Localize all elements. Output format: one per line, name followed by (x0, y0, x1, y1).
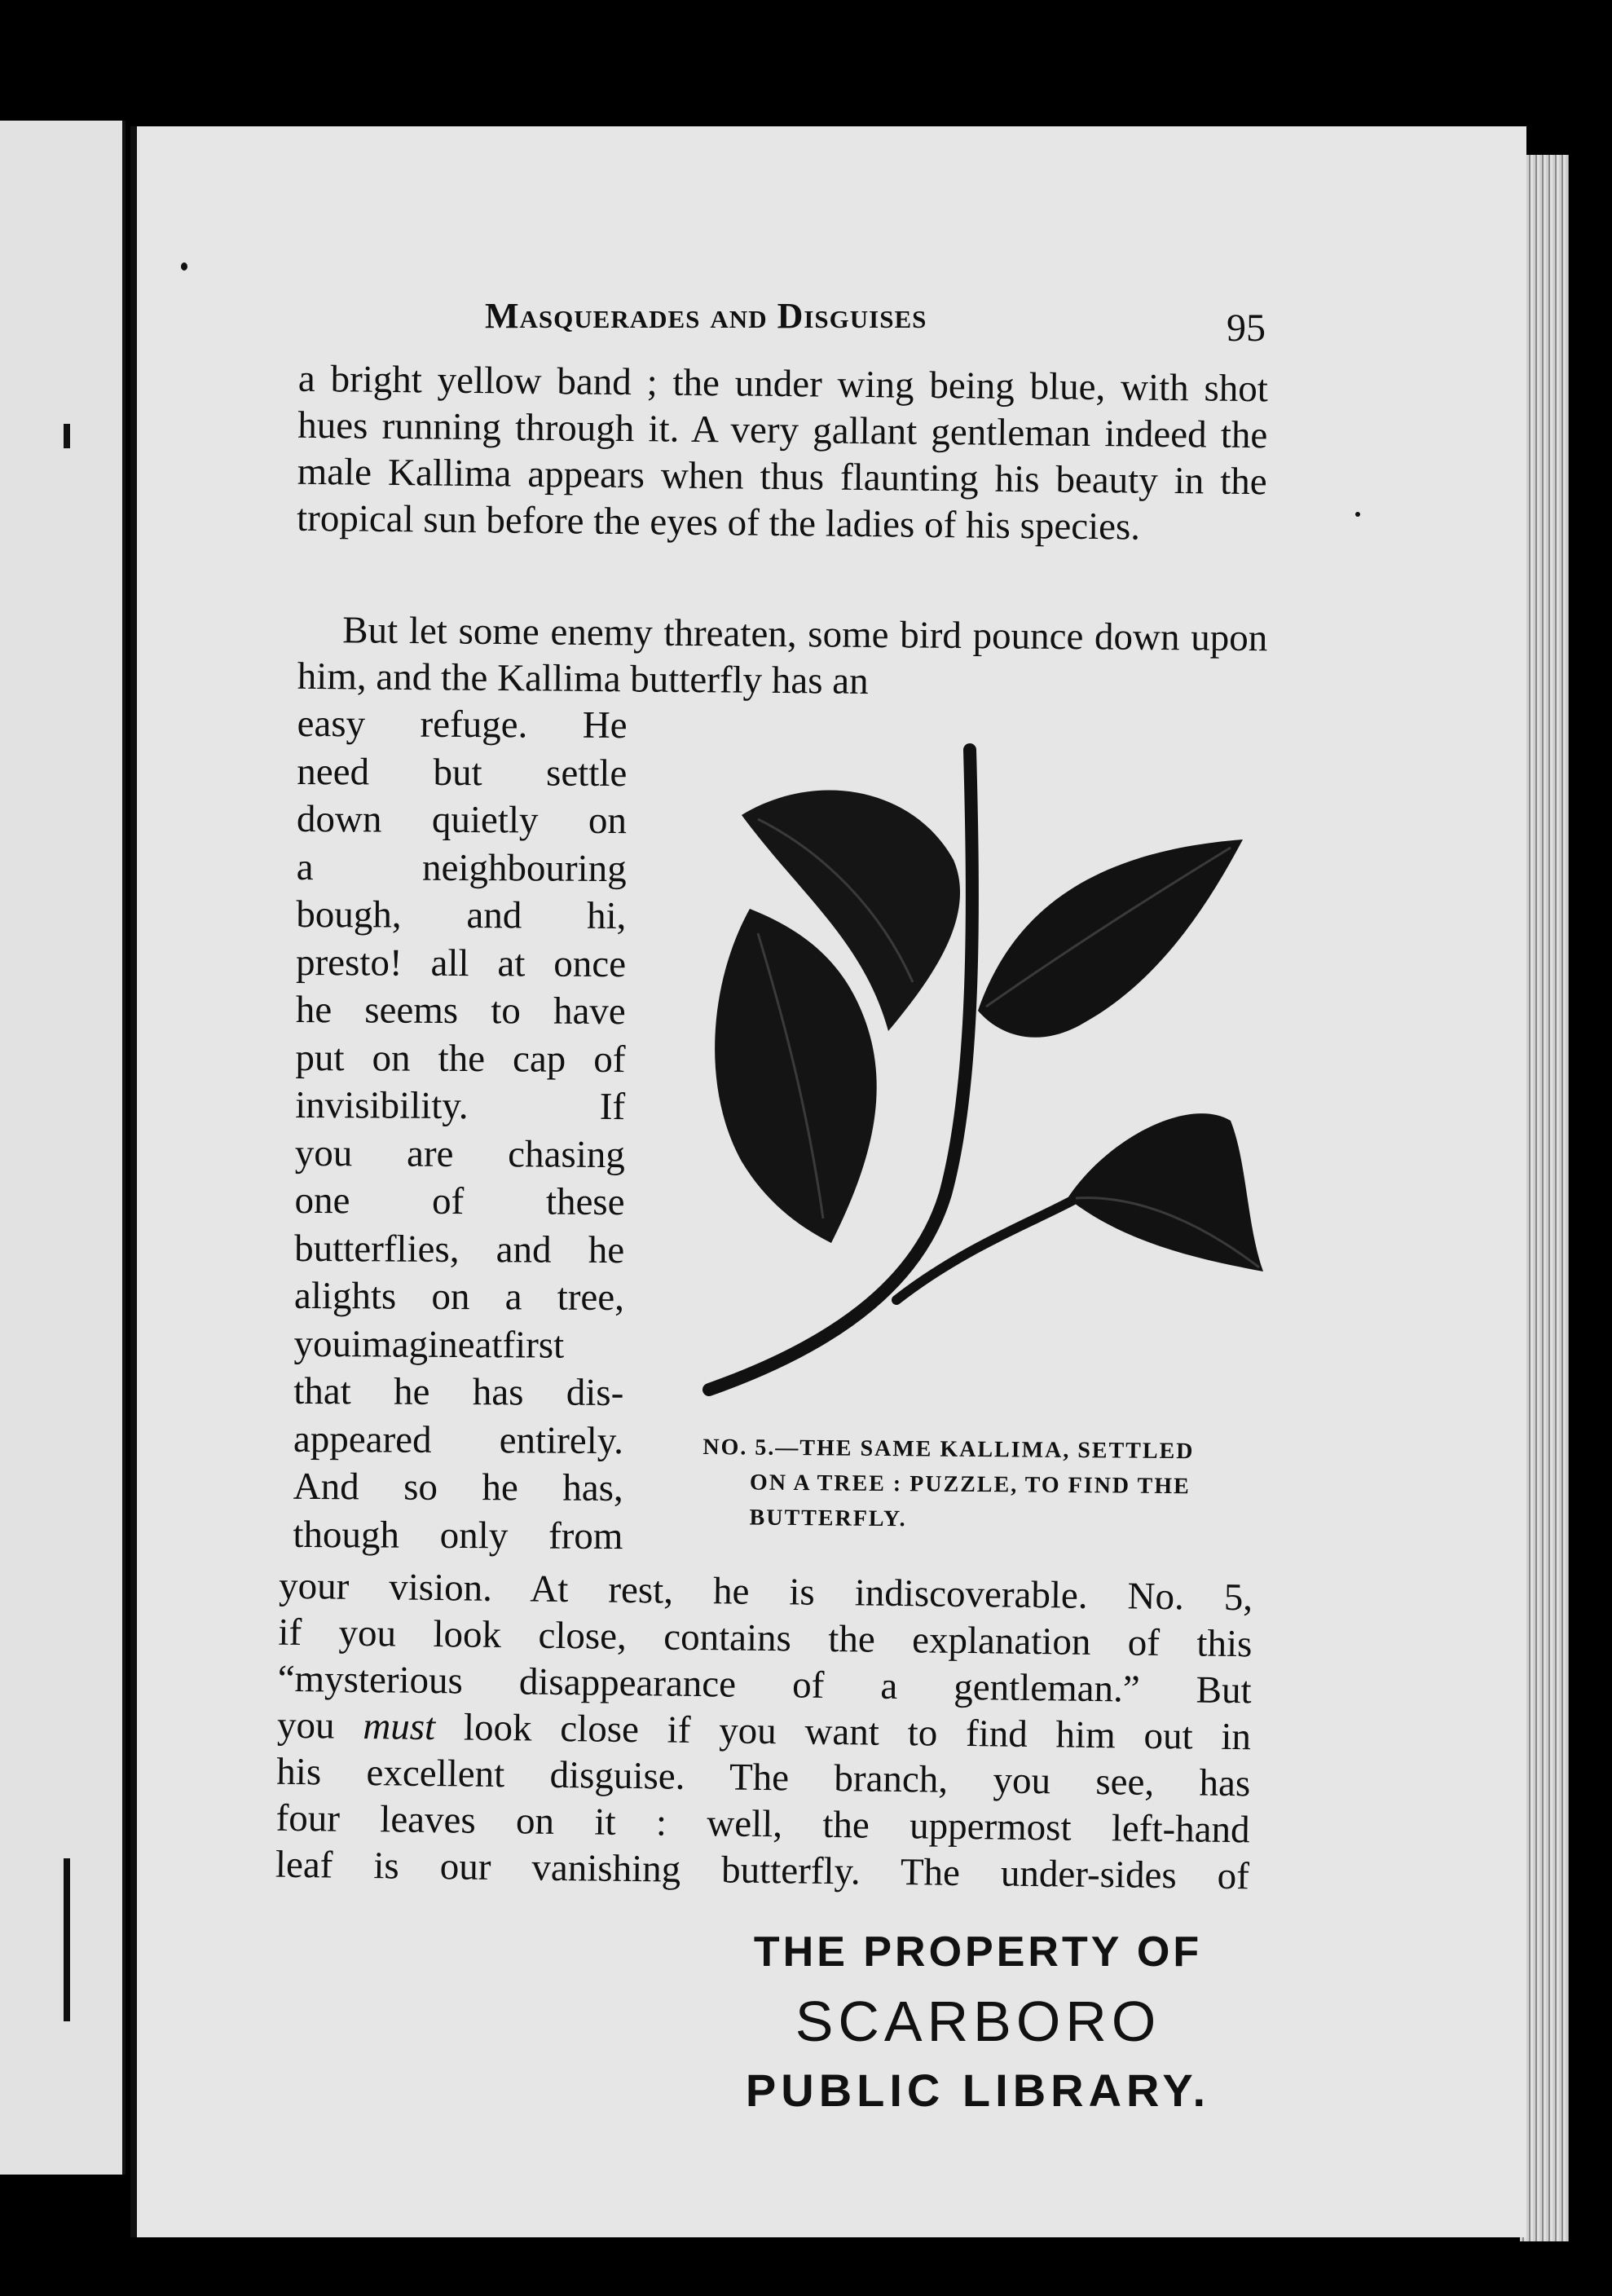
text-line: though only from (293, 1513, 623, 1558)
text-line: But let some enemy threaten, some bird pounce (342, 609, 1084, 659)
leaf-right-upper (978, 840, 1243, 1038)
running-title: Masquerades and Disguises (485, 296, 927, 336)
text-line: you are chasing (294, 1131, 625, 1176)
text-line: need but settle (297, 750, 628, 795)
page-stack-edge (1520, 155, 1569, 2241)
caption-line: NO. 5.—THE SAME KALLIMA, SETTLED (702, 1434, 1195, 1465)
paragraph-middle (297, 607, 1268, 708)
text-line: gentleman indeed the male Kallima appears when (297, 410, 1268, 498)
stamp-line: THE PROPERTY OF (753, 1928, 1203, 1976)
binding-mark (64, 1858, 70, 2021)
caption-line: ON A TREE : PUZZLE, TO FIND THE (749, 1470, 1191, 1500)
text-line: easy refuge. He (297, 702, 628, 747)
stamp-line: PUBLIC LIBRARY. (745, 2065, 1211, 2116)
stamp-line: SCARBORO (795, 1990, 1161, 2053)
caption-line: BUTTERFLY. (749, 1505, 907, 1532)
text-line: that he has dis- (293, 1369, 624, 1415)
paragraph-column (293, 700, 628, 1560)
emphasis-word: must (363, 1704, 436, 1749)
text-line: his excellent disguise. The branch, you see, has (276, 1750, 1251, 1805)
library-stamp (693, 1919, 1263, 2123)
text-line: alights on a tree, (293, 1274, 625, 1320)
text-line: bough, and hi, (296, 892, 627, 938)
text-line: the eyes of the ladies of his species. (592, 500, 1141, 549)
text-line: down upon him, and the Kallima butterfly has an (297, 615, 1268, 703)
facing-page-edge (0, 121, 126, 2175)
text-line: butterflies, and he (294, 1227, 625, 1271)
text-line: leaf is our vanishing butterfly. The under-sides of (275, 1843, 1250, 1898)
text-line: presto! all at once (295, 941, 627, 985)
leaf-right-lower (1068, 1113, 1263, 1271)
binding-mark (64, 424, 70, 448)
text-line: one of these (294, 1179, 625, 1224)
text-line: a neighbouring (296, 845, 627, 890)
text-line: a bright yellow band ; the under wing being blue, (297, 357, 1106, 409)
paragraph-bottom (275, 1563, 1253, 1901)
text-line: your vision. At rest, he is indiscoverable. No. 5, (278, 1564, 1253, 1620)
text-line: invisibility. If (295, 1083, 626, 1129)
text-line: down quietly on (296, 797, 628, 843)
text-line: youimagineatfirst (293, 1322, 565, 1367)
text-line: you must look close if you want to find him out in (276, 1703, 1252, 1759)
text-line: four leaves on it : well, the uppermost left-hand (275, 1796, 1250, 1852)
paragraph-top (297, 356, 1268, 552)
ink-speck (1355, 512, 1360, 517)
kallima-leaf-illustration (701, 738, 1271, 1414)
page-number: 95 (1227, 306, 1266, 350)
ink-speck (181, 262, 187, 271)
text-line: “mysterious disappearance of a gentleman.” But (277, 1657, 1252, 1712)
text-line: he seems to have (295, 988, 626, 1033)
text-line: put on the cap of (295, 1036, 626, 1081)
text-line: if you look close, contains the explanation of this (278, 1611, 1253, 1666)
text-line: thus flaunting his beauty in the tropical sun before (296, 455, 1267, 543)
text-line: appeared entirely. (293, 1417, 624, 1462)
text-line: with shot hues running through it. A very gallant (297, 366, 1269, 453)
figure-caption (702, 1430, 1257, 1540)
text-line: And so he has, (293, 1465, 623, 1510)
